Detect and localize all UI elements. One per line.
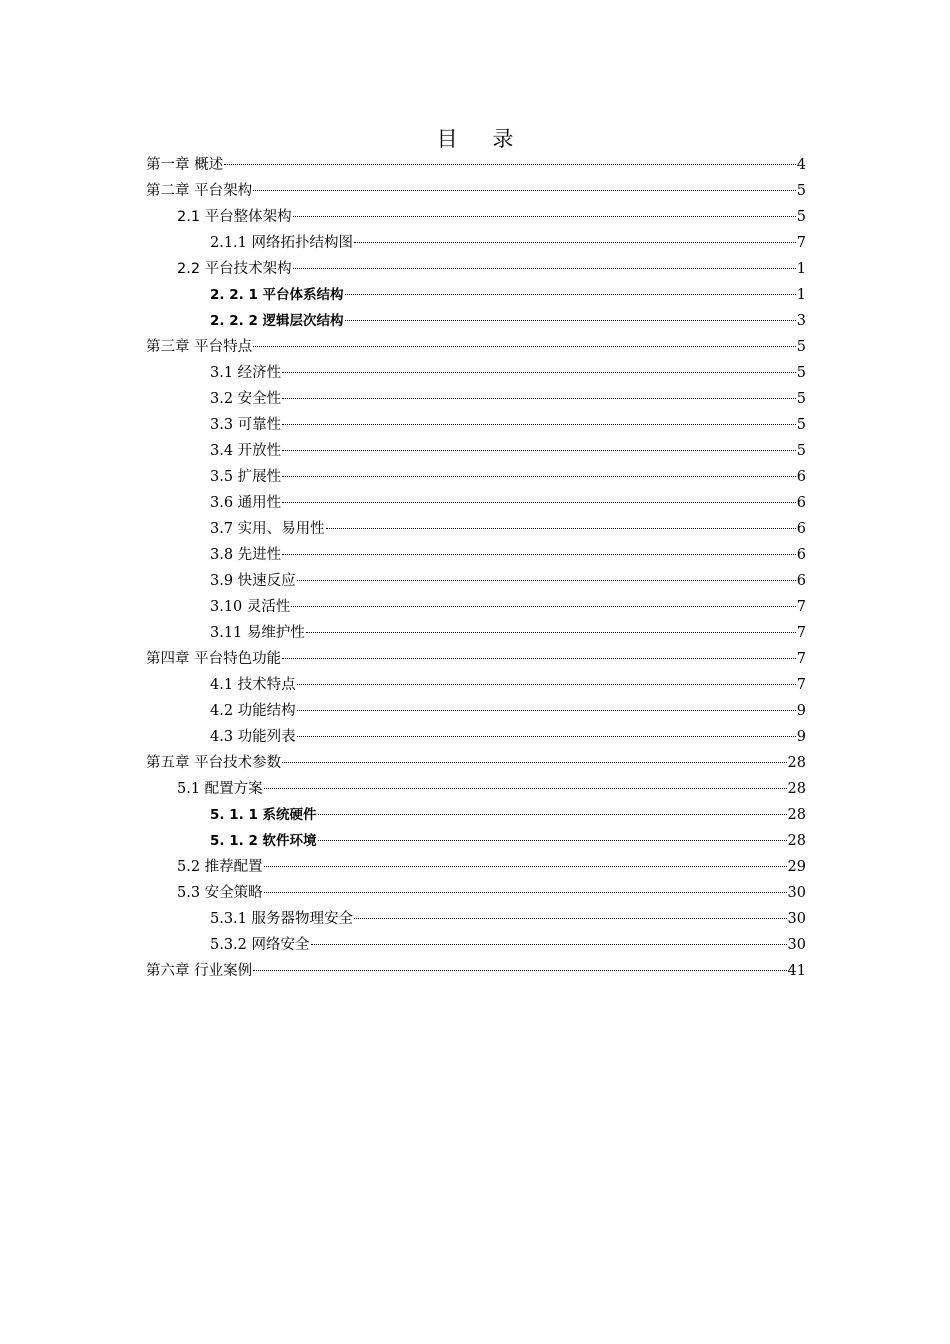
toc-entry-label: 2.1 平台整体架构: [177, 209, 292, 225]
toc-entry[interactable]: [146, 464, 806, 490]
toc-entry-label: 4.1 技术特点: [210, 677, 296, 693]
toc-page-number: 30: [787, 911, 806, 927]
toc-entry-label: 3.4 开放性: [210, 443, 282, 459]
toc-page-number: 30: [787, 937, 806, 953]
toc-entry-label: 4.2 功能结构: [210, 703, 296, 719]
toc-page-number: 28: [787, 755, 806, 771]
toc-page-number: 30: [787, 885, 806, 901]
toc-dot-leader: [291, 605, 795, 607]
toc-dot-leader: [345, 293, 796, 295]
toc-entry[interactable]: [146, 932, 806, 958]
toc-page-number: 7: [796, 235, 806, 251]
toc-entry[interactable]: [146, 282, 806, 308]
toc-page-number: 6: [796, 573, 806, 589]
toc-page-number: 5: [796, 417, 806, 433]
toc-dot-leader: [282, 397, 796, 399]
toc-entry-label: 5. 1. 2 软件环境: [210, 833, 317, 849]
toc-page-number: 7: [796, 677, 806, 693]
toc-dot-leader: [264, 865, 787, 867]
toc-entry[interactable]: [146, 802, 806, 828]
toc-dot-leader: [297, 709, 796, 711]
toc-entry-label: 3.10 灵活性: [210, 599, 291, 615]
toc-entry-label: 3.8 先进性: [210, 547, 282, 563]
toc-entry[interactable]: [146, 490, 806, 516]
toc-dot-leader: [224, 163, 796, 165]
toc-page-number: 1: [796, 287, 806, 303]
toc-entry[interactable]: [146, 178, 806, 204]
toc-entry[interactable]: [146, 256, 806, 282]
toc-dot-leader: [326, 527, 796, 529]
toc-entry[interactable]: [146, 334, 806, 360]
toc-entry-label: 3.5 扩展性: [210, 469, 282, 485]
toc-page-number: 6: [796, 495, 806, 511]
toc-entry-label: 第三章 平台特点: [146, 339, 253, 355]
toc-entry[interactable]: [146, 646, 806, 672]
toc-dot-leader: [282, 423, 796, 425]
toc-entry-label: 第五章 平台技术参数: [146, 755, 282, 771]
toc-entry-label: 3.1 经济性: [210, 365, 282, 381]
toc-entry[interactable]: [146, 516, 806, 542]
toc-entry-label: 5.3 安全策略: [177, 885, 263, 901]
toc-entry-label: 5.1 配置方案: [177, 781, 263, 797]
toc-dot-leader: [282, 657, 796, 659]
toc-page-number: 9: [796, 729, 806, 745]
toc-dot-leader: [282, 475, 796, 477]
toc-entry[interactable]: [146, 854, 806, 880]
toc-entry[interactable]: [146, 152, 806, 178]
toc-page-number: 3: [796, 313, 806, 329]
toc-page-number: 5: [796, 209, 806, 225]
toc-dot-leader: [282, 553, 796, 555]
toc-page-number: 6: [796, 521, 806, 537]
toc-entry[interactable]: [146, 386, 806, 412]
toc-entry-label: 2. 2. 2 逻辑层次结构: [210, 313, 344, 329]
toc-dot-leader: [297, 579, 796, 581]
toc-dot-leader: [282, 501, 796, 503]
toc-dot-leader: [297, 683, 796, 685]
toc-entry-label: 第四章 平台特色功能: [146, 651, 282, 667]
toc-entry[interactable]: [146, 204, 806, 230]
toc-entry-label: 5. 1. 1 系统硬件: [210, 807, 317, 823]
toc-entry-label: 3.7 实用、易用性: [210, 521, 325, 537]
toc-page-number: 6: [796, 469, 806, 485]
toc-entry-label: 5.3.2 网络安全: [210, 937, 310, 953]
toc-dot-leader: [282, 761, 786, 763]
toc-entry[interactable]: [146, 568, 806, 594]
toc-page-number: 28: [787, 833, 806, 849]
toc-entry[interactable]: [146, 620, 806, 646]
toc-entry-label: 第二章 平台架构: [146, 183, 253, 199]
toc-entry[interactable]: [146, 906, 806, 932]
toc-entry-label: 3.3 可靠性: [210, 417, 282, 433]
toc-section-number: 2.2: [177, 261, 201, 277]
toc-dot-leader: [354, 917, 787, 919]
toc-dot-leader: [264, 891, 787, 893]
toc-page-number: 7: [796, 599, 806, 615]
toc-page-number: 5: [796, 339, 806, 355]
toc-page-number: 41: [787, 963, 806, 979]
toc-entry-label: 4.3 功能列表: [210, 729, 296, 745]
toc-dot-leader: [306, 631, 796, 633]
toc-entry[interactable]: [146, 412, 806, 438]
toc-entry-label: 3.11 易维护性: [210, 625, 305, 641]
toc-entry[interactable]: [146, 880, 806, 906]
toc-entry[interactable]: [146, 672, 806, 698]
toc-dot-leader: [282, 371, 796, 373]
toc-entry-label: 5.3.1 服务器物理安全: [210, 911, 354, 927]
toc-entry[interactable]: [146, 360, 806, 386]
toc-page-number: 29: [787, 859, 806, 875]
toc-title: 目 录: [436, 127, 528, 151]
toc-entry-label: 2.2 平台技术架构: [177, 261, 292, 277]
toc-entry-label: 2. 2. 1 平台体系结构: [210, 287, 344, 303]
toc-entry[interactable]: [146, 828, 806, 854]
toc-page-number: 1: [796, 261, 806, 277]
toc-entry[interactable]: [146, 230, 806, 256]
toc-entry-label: 第六章 行业案例: [146, 963, 253, 979]
toc-dot-leader: [318, 839, 787, 841]
toc-entry[interactable]: [146, 750, 806, 776]
toc-entry[interactable]: [146, 594, 806, 620]
toc-dot-leader: [345, 319, 796, 321]
toc-page-number: 5: [796, 183, 806, 199]
toc-entry[interactable]: [146, 776, 806, 802]
toc-dot-leader: [253, 345, 796, 347]
toc-section-number: 2.1: [177, 209, 201, 225]
toc-dot-leader: [354, 241, 796, 243]
toc-dot-leader: [311, 943, 787, 945]
toc-entry-label: 3.9 快速反应: [210, 573, 296, 589]
toc-dot-leader: [318, 813, 787, 815]
toc-page-number: 28: [787, 781, 806, 797]
toc-dot-leader: [253, 969, 786, 971]
toc-entry-label: 3.6 通用性: [210, 495, 282, 511]
toc-list: [146, 152, 806, 984]
toc-entry[interactable]: [146, 958, 806, 984]
toc-page-number: 4: [796, 157, 806, 173]
toc-entry[interactable]: [146, 698, 806, 724]
toc-page-number: 5: [796, 391, 806, 407]
toc-page-number: 28: [787, 807, 806, 823]
toc-dot-leader: [253, 189, 796, 191]
toc-dot-leader: [297, 735, 796, 737]
toc-dot-leader: [293, 267, 796, 269]
toc-entry[interactable]: [146, 724, 806, 750]
toc-entry-label: 3.2 安全性: [210, 391, 282, 407]
toc-page-number: 7: [796, 625, 806, 641]
toc-page-number: 5: [796, 365, 806, 381]
toc-dot-leader: [293, 215, 796, 217]
toc-entry[interactable]: [146, 542, 806, 568]
toc-page-number: 5: [796, 443, 806, 459]
toc-entry[interactable]: [146, 308, 806, 334]
toc-page-number: 6: [796, 547, 806, 563]
toc-entry-label: 5.2 推荐配置: [177, 859, 263, 875]
toc-entry-label: 2.1.1 网络拓扑结构图: [210, 235, 354, 251]
toc-entry-label: 第一章 概述: [146, 157, 224, 173]
toc-dot-leader: [282, 449, 796, 451]
toc-dot-leader: [264, 787, 787, 789]
toc-page-number: 7: [796, 651, 806, 667]
toc-page-number: 9: [796, 703, 806, 719]
toc-entry[interactable]: [146, 438, 806, 464]
